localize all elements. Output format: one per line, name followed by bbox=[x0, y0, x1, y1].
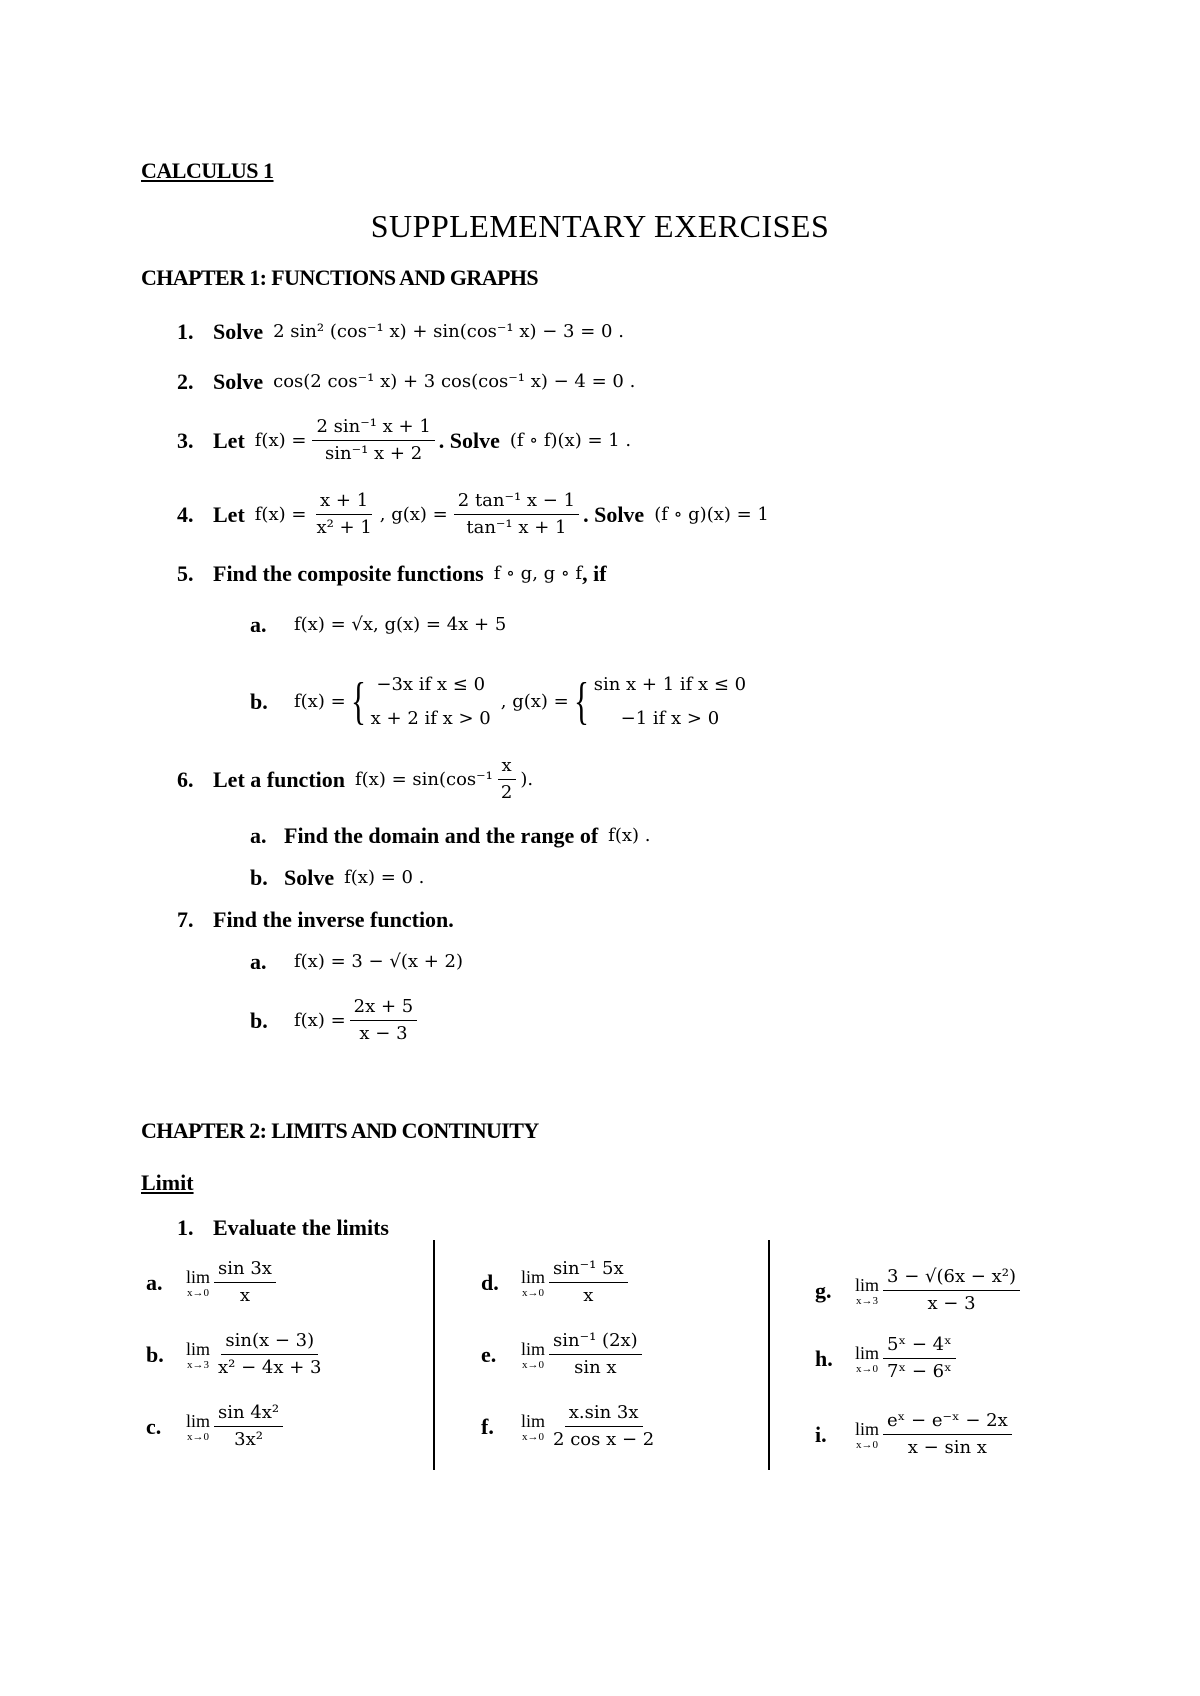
f-fraction bbox=[312, 490, 375, 539]
item-text: Solve bbox=[213, 319, 264, 344]
fraction bbox=[214, 1402, 283, 1451]
left-brace: { bbox=[350, 673, 366, 730]
limit-g bbox=[815, 1266, 1024, 1315]
fraction-numerator: sin⁻¹ (2x) bbox=[549, 1330, 642, 1355]
item-number: 1. bbox=[177, 1215, 194, 1240]
fraction-denominator: tan⁻¹ x + 1 bbox=[466, 517, 567, 538]
item-math: cos(2 cos⁻¹ x) + 3 cos(cos⁻¹ x) − 4 = 0 . bbox=[273, 371, 636, 392]
column-divider bbox=[433, 1240, 435, 1470]
fraction-numerator: 3 − √(6x − x²) bbox=[883, 1266, 1020, 1291]
g-fraction bbox=[454, 490, 579, 539]
item-text: Find the inverse function. bbox=[213, 907, 454, 932]
item-tail: ). bbox=[520, 768, 534, 790]
fraction bbox=[883, 1334, 956, 1383]
fraction bbox=[549, 1258, 628, 1307]
f-label: f(x) = bbox=[294, 691, 346, 712]
item-math: f(x) = sin(cos⁻¹ bbox=[355, 768, 493, 790]
item-fx: f(x) = bbox=[254, 503, 307, 525]
limit-f bbox=[481, 1402, 662, 1451]
column-divider bbox=[768, 1240, 770, 1470]
fraction-denominator: 2 cos x − 2 bbox=[553, 1429, 655, 1450]
limit-operator: lim x→0 bbox=[186, 1266, 211, 1299]
fraction-denominator: x − 3 bbox=[359, 1023, 408, 1044]
item-number: 5. bbox=[177, 561, 194, 586]
limit-d bbox=[481, 1258, 632, 1307]
item-tail: , if bbox=[582, 561, 607, 586]
solve-text: . Solve bbox=[438, 427, 500, 453]
sub-math: f(x) = 0 . bbox=[344, 867, 425, 888]
limit-label: b. bbox=[146, 1341, 164, 1367]
sub-math: f(x) = bbox=[294, 1009, 346, 1031]
case-1: −3x if x ≤ 0 bbox=[376, 674, 486, 695]
fraction-numerator: x.sin 3x bbox=[565, 1402, 643, 1427]
f-cases bbox=[371, 668, 491, 736]
item-text: Solve bbox=[213, 369, 264, 394]
case-1: sin x + 1 if x ≤ 0 bbox=[593, 674, 747, 695]
limit-i bbox=[815, 1410, 1016, 1459]
left-brace: { bbox=[573, 673, 589, 730]
fraction-numerator: sin⁻¹ 5x bbox=[549, 1258, 628, 1283]
fraction-denominator: 2 bbox=[500, 782, 513, 803]
limit-operator: lim x→0 bbox=[855, 1418, 880, 1451]
exercise-2-1 bbox=[177, 1214, 389, 1242]
sub-label: a. bbox=[250, 612, 267, 637]
limit-operator: lim x→3 bbox=[186, 1338, 211, 1371]
exercise-1-4 bbox=[177, 490, 769, 539]
fraction-denominator: x − sin x bbox=[907, 1437, 987, 1458]
fraction-denominator: x − 3 bbox=[927, 1293, 976, 1314]
course-title: CALCULUS 1 bbox=[141, 158, 274, 183]
fraction-numerator: x bbox=[498, 755, 516, 780]
limit-label: h. bbox=[815, 1345, 833, 1371]
limit-operator: lim x→0 bbox=[521, 1266, 546, 1299]
exercise-1-6b bbox=[250, 864, 424, 892]
item-math: f ∘ g, g ∘ f bbox=[493, 563, 583, 584]
fraction-denominator: x bbox=[583, 1285, 594, 1306]
fraction-numerator: 2 tan⁻¹ x − 1 bbox=[454, 490, 579, 515]
sub-label: b. bbox=[250, 689, 268, 714]
limit-label: d. bbox=[481, 1269, 499, 1295]
limit-operator: lim x→0 bbox=[521, 1410, 546, 1443]
item-text: Find the composite functions bbox=[213, 561, 484, 586]
exercise-1-3 bbox=[177, 416, 631, 465]
fraction-denominator: sin⁻¹ x + 2 bbox=[325, 443, 423, 464]
limit-a bbox=[146, 1258, 280, 1307]
exercise-1-2 bbox=[177, 368, 635, 396]
fraction-numerator: eˣ − e⁻ˣ − 2x bbox=[883, 1410, 1012, 1435]
fraction-denominator: x² − 4x + 3 bbox=[218, 1357, 322, 1378]
chapter2-heading: CHAPTER 2: LIMITS AND CONTINUITY bbox=[141, 1118, 539, 1143]
limit-b bbox=[146, 1330, 330, 1379]
item-text: Let bbox=[213, 501, 245, 527]
limit-operator: lim x→3 bbox=[855, 1274, 880, 1307]
limit-label: e. bbox=[481, 1341, 497, 1367]
limit-label: i. bbox=[815, 1421, 827, 1447]
item-text: Let bbox=[213, 427, 245, 453]
item-number: 6. bbox=[177, 766, 194, 792]
solve-math: (f ∘ g)(x) = 1 bbox=[654, 503, 769, 525]
fraction-numerator: 5ˣ − 4ˣ bbox=[883, 1334, 956, 1359]
fraction bbox=[549, 1330, 642, 1379]
sub-label: a. bbox=[250, 949, 267, 974]
sub-text: Find the domain and the range of bbox=[284, 823, 599, 848]
exercise-1-7a bbox=[250, 948, 463, 976]
item-number: 1. bbox=[177, 319, 194, 344]
solve-text: . Solve bbox=[583, 501, 645, 527]
limit-label: a. bbox=[146, 1269, 163, 1295]
exercise-1-5b bbox=[250, 668, 746, 736]
limit-subheading: Limit bbox=[141, 1170, 194, 1195]
item-gx: , g(x) = bbox=[379, 503, 448, 525]
fraction bbox=[549, 1402, 658, 1451]
fraction bbox=[350, 996, 418, 1045]
fraction-numerator: 2x + 5 bbox=[350, 996, 418, 1021]
sub-text: Solve bbox=[284, 865, 335, 890]
item-number: 3. bbox=[177, 427, 194, 453]
item-text: Let a function bbox=[213, 766, 345, 792]
fraction-numerator: sin 4x² bbox=[214, 1402, 283, 1427]
limit-label: f. bbox=[481, 1413, 494, 1439]
limit-h bbox=[815, 1334, 960, 1383]
solve-math: (f ∘ f)(x) = 1 . bbox=[509, 429, 632, 451]
exercise-1-5 bbox=[177, 560, 607, 588]
sub-math: f(x) = √x, g(x) = 4x + 5 bbox=[294, 614, 507, 635]
fraction bbox=[312, 416, 434, 465]
case-2: x + 2 if x > 0 bbox=[370, 708, 491, 729]
fraction-numerator: x + 1 bbox=[316, 490, 372, 515]
limit-operator: lim x→0 bbox=[186, 1410, 211, 1443]
limit-operator: lim x→0 bbox=[521, 1338, 546, 1371]
limit-label: g. bbox=[815, 1277, 832, 1303]
item-number: 2. bbox=[177, 369, 194, 394]
fraction bbox=[214, 1258, 276, 1307]
sub-label: b. bbox=[250, 865, 268, 890]
item-math: 2 sin² (cos⁻¹ x) + sin(cos⁻¹ x) − 3 = 0 . bbox=[273, 321, 624, 342]
exercise-1-6 bbox=[177, 755, 533, 804]
item-number: 4. bbox=[177, 501, 194, 527]
sub-label: b. bbox=[250, 1007, 268, 1033]
fraction-denominator: sin x bbox=[574, 1357, 617, 1378]
exercise-1-7b bbox=[250, 996, 421, 1045]
exercise-1-7 bbox=[177, 906, 454, 934]
fraction-denominator: 3x² bbox=[234, 1429, 263, 1450]
sub-math: f(x) = 3 − √(x + 2) bbox=[294, 951, 464, 972]
fraction bbox=[883, 1410, 1012, 1459]
exercise-1-1 bbox=[177, 318, 624, 346]
fraction bbox=[214, 1330, 325, 1379]
fraction-denominator: x² + 1 bbox=[316, 517, 372, 538]
fraction-denominator: x bbox=[239, 1285, 251, 1306]
item-text: Evaluate the limits bbox=[213, 1215, 389, 1240]
exercise-1-6a bbox=[250, 822, 650, 850]
fraction-numerator: sin 3x bbox=[214, 1258, 276, 1283]
limit-operator: lim x→0 bbox=[855, 1342, 880, 1375]
sub-math: f(x) . bbox=[608, 825, 651, 846]
case-2: −1 if x > 0 bbox=[620, 708, 720, 729]
fraction-denominator: 7ˣ − 6ˣ bbox=[887, 1361, 952, 1382]
exercise-1-5a bbox=[250, 611, 506, 639]
limit-c bbox=[146, 1402, 287, 1451]
chapter1-heading: CHAPTER 1: FUNCTIONS AND GRAPHS bbox=[141, 265, 538, 290]
limit-label: c. bbox=[146, 1413, 162, 1439]
g-cases bbox=[594, 668, 746, 736]
fraction bbox=[497, 755, 516, 804]
limit-e bbox=[481, 1330, 646, 1379]
g-label: , g(x) = bbox=[500, 691, 569, 712]
fraction bbox=[883, 1266, 1020, 1315]
sub-label: a. bbox=[250, 823, 267, 848]
fraction-numerator: sin(x − 3) bbox=[221, 1330, 318, 1355]
item-fx: f(x) = bbox=[254, 429, 307, 451]
item-number: 7. bbox=[177, 907, 194, 932]
fraction-numerator: 2 sin⁻¹ x + 1 bbox=[312, 416, 434, 441]
document-title: SUPPLEMENTARY EXERCISES bbox=[370, 208, 830, 244]
